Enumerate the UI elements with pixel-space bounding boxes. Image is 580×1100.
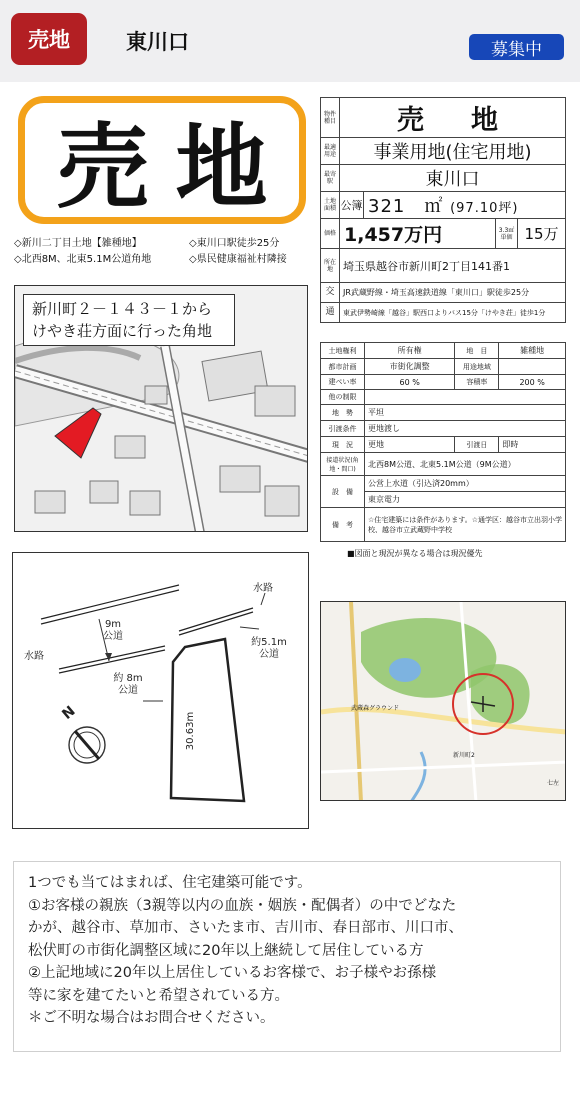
sale-sign — [18, 96, 306, 224]
sign-char-2: 地 — [175, 114, 268, 221]
city-plan: 市街化調整 — [365, 359, 455, 375]
condition-line: 等に家を建てたいと希望されている方。 — [28, 987, 289, 1004]
map-label: 七左 — [547, 780, 560, 787]
detail-label: 備 考 — [321, 508, 365, 542]
condition-line: ①お客様の親族（3親等以内の血族・姻族・配偶者）の中でどなた — [28, 897, 457, 914]
detail-label: 他の制限 — [321, 390, 365, 405]
coverage-ratio: 60 % — [365, 375, 455, 390]
map-label: 新川町2 — [453, 752, 475, 759]
property-type: 売 地 — [340, 98, 566, 138]
location-map-graphic — [321, 602, 566, 801]
road-9m-label: 9m 公道 — [103, 619, 123, 642]
detail-label: 地 勢 — [321, 405, 365, 421]
property-detail-table — [320, 342, 566, 542]
traffic-route-2: 東武伊勢崎線「越谷」駅西口よりバス15分「けやき荘」徒歩1分 — [340, 303, 566, 323]
spec-label: 土地面積 — [321, 192, 340, 219]
detail-label: 現 況 — [321, 437, 365, 453]
highlight-item: ◇北西8M、北東5.1M公道角地 — [14, 254, 152, 265]
delivery-condition: 更地渡し — [365, 421, 566, 437]
spec-label: 交 — [321, 283, 340, 303]
nearest-station: 東川口 — [340, 165, 566, 192]
zoning-value — [499, 359, 566, 375]
detail-label: 引渡条件 — [321, 421, 365, 437]
detail-label: 建ぺい率 — [321, 375, 365, 390]
neighborhood-map[interactable] — [14, 285, 308, 532]
detail-label: 地 目 — [455, 343, 499, 359]
remarks: ☆住宅建築には条件があります。☆通学区：越谷市立出羽小学校、越谷市立武蔵野中学校 — [365, 508, 566, 542]
sign-char-1: 売 — [56, 114, 149, 221]
disclaimer-note: ■図面と現況が異なる場合は現況優先 — [347, 549, 483, 558]
spec-label: 価格 — [321, 219, 340, 249]
lot-survey-drawing[interactable] — [12, 552, 309, 829]
detail-label: 引渡日 — [455, 437, 499, 453]
land-category: 雑種地 — [499, 343, 566, 359]
condition-line: 1つでも当てはまれば、住宅建築可能です。 — [28, 875, 312, 891]
water-channel-label: 水路 — [24, 651, 44, 662]
road-5m-label: 約5.1m 公道 — [251, 637, 287, 660]
land-rights: 所有権 — [365, 343, 455, 359]
best-use: 事業用地(住宅用地) — [340, 138, 566, 165]
detail-label: 用途地域 — [455, 359, 499, 375]
spec-label: 最寄駅 — [321, 165, 340, 192]
location-map[interactable] — [320, 601, 566, 801]
facility-water: 公営上水道（引込済20mm） — [365, 476, 566, 492]
detail-label: 都市計画 — [321, 359, 365, 375]
lot-depth-label: 30.63m — [185, 711, 196, 751]
condition-line: ②上記地域に20年以上居住しているお客様で、お子様やお孫様 — [28, 965, 437, 981]
highlight-item: ◇県民健康福祉村隣接 — [189, 254, 287, 265]
map-label: 武蔵森グラウンド — [351, 705, 400, 712]
detail-label: 容積率 — [455, 375, 499, 390]
condition-line: かが、越谷市、草加市、さいたま市、吉川市、春日部市、川口市、 — [28, 920, 463, 936]
spec-label: 所在地 — [321, 249, 340, 283]
building-conditions — [13, 861, 561, 1052]
unit-price: 15万 — [518, 219, 566, 249]
page-title: 東川口 — [126, 30, 189, 54]
condition-line: ＊ご不明な場合はお問合せください。 — [28, 1010, 275, 1026]
handover-date: 即時 — [499, 437, 566, 453]
status-badge[interactable]: 募集中 — [469, 34, 564, 60]
current-state: 更地 — [365, 437, 455, 453]
facility-electric: 東京電力 — [365, 492, 566, 508]
detail-label: 接道状況(角地・間口) — [321, 453, 365, 476]
address: 埼玉県越谷市新川町2丁目141番1 — [340, 249, 566, 283]
detail-label: 設 備 — [321, 476, 365, 508]
floor-area-ratio: 200 % — [499, 375, 566, 390]
road-8m-label: 約 8m 公道 — [113, 673, 143, 696]
area-kind: 公簿 — [340, 192, 364, 219]
road-access: 北西8M公道、北東5.1M公道（9M公道） — [365, 453, 566, 476]
highlight-item: ◇東川口駅徒歩25分 — [189, 238, 280, 249]
other-restrictions — [365, 390, 566, 405]
highlight-item: ◇新川二丁目土地【雑種地】 — [14, 238, 142, 249]
spec-label: 最適用途 — [321, 138, 340, 165]
header-bar — [0, 0, 580, 82]
terrain: 平坦 — [365, 405, 566, 421]
property-spec-table — [320, 97, 566, 323]
map-caption: 新川町２－１４３－１から けやき荘方面に行った角地 — [23, 294, 235, 346]
category-badge: 売地 — [11, 13, 87, 65]
water-channel-label: 水路 — [253, 583, 273, 594]
spec-label: 通 — [321, 303, 340, 323]
detail-label: 土地権利 — [321, 343, 365, 359]
land-area: 321 ㎡ (97.10坪) — [364, 192, 566, 219]
north-arrow-icon: N — [59, 703, 79, 723]
condition-line: 松伏町の市街化調整区域に20年以上継続して居住している方 — [28, 942, 424, 959]
unit-price-label: 3.3㎡単価 — [496, 219, 518, 249]
traffic-route-1: JR武蔵野線・埼玉高速鉄道線「東川口」駅徒歩25分 — [340, 283, 566, 303]
property-highlights — [14, 236, 314, 268]
spec-label: 物件種目 — [321, 98, 340, 138]
price: 1,457万円 — [340, 219, 496, 249]
